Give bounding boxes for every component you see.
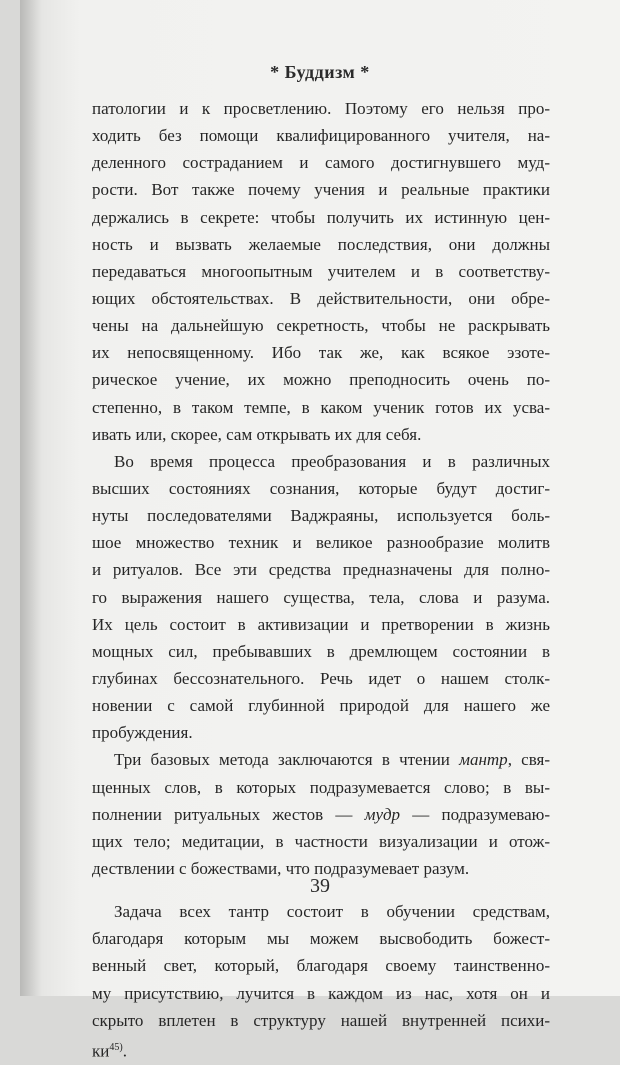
- text-line: Во время процесса преобразования и в различных: [114, 451, 550, 471]
- text-line: их непосвященному. Ибо так же, как всякое эзоте-: [92, 343, 550, 363]
- text-line: благодаря которым мы можем высвободить божест-: [92, 929, 550, 949]
- text-line: патологии и к просветлению. Поэтому его нельзя про-: [92, 99, 550, 118]
- text-line: му присутствию, лучится в каждом из нас, хотя он и: [92, 983, 550, 1003]
- text-line: ходить без помощи квалифицированного учителя, на-: [92, 126, 550, 146]
- text-line: глубинах бессознательного. Речь идет о нашем столк-: [92, 668, 550, 688]
- text-line: мощных сил, пребывавших в дремлющем состоянии в: [92, 641, 550, 661]
- text-line: деленного состраданием и самого достигнувшего муд-: [92, 153, 550, 173]
- text-line: и ритуалов. Все эти средства предназначены для полно-: [92, 560, 550, 580]
- text-line: рости. Вот также почему учения и реальные практики: [92, 180, 550, 200]
- text-line: Их цель состоит в активизации и претворении в жизнь: [92, 614, 550, 634]
- text-span: ки: [92, 1041, 110, 1061]
- body-text: [92, 95, 550, 1061]
- text-line: ность и вызвать желаемые последствия, они должны: [92, 234, 550, 254]
- paragraph-1: [92, 95, 550, 448]
- text-line: ивать или, скорее, сам открывать их для себя.: [92, 424, 422, 444]
- text-line: венный свет, который, благодаря своему таинственно-: [92, 956, 550, 976]
- paragraph-3: [92, 746, 550, 882]
- text-line: ющих обстоятельствах. В действительности, они обре-: [92, 288, 550, 308]
- text-line: Задача всех тантр состоит в обучении средствам,: [114, 902, 550, 922]
- text-line: рическое учение, их можно преподносить очень по-: [92, 370, 550, 390]
- text-line: нуты последователями Ваджраяны, используется боль-: [92, 506, 550, 526]
- footnote-reference: 45): [109, 1041, 123, 1053]
- text-line: щих тело; медитации, в частности визуализации и отож-: [92, 831, 550, 851]
- italic-term-mudra: мудр: [364, 804, 401, 824]
- paragraph-4: [92, 898, 550, 1061]
- text-line: степенно, в таком темпе, в каком ученик готов их усва-: [92, 397, 550, 417]
- text-line: дествлении с божествами, что подразумевает разум.: [92, 858, 470, 878]
- text-line: скрыто вплетен в структуру нашей внутренней психи-: [92, 1010, 550, 1030]
- text-span: , свя-: [507, 750, 550, 770]
- text-line: [92, 746, 550, 773]
- paragraph-2: [92, 448, 550, 747]
- text-line: чены на дальнейшую секретность, чтобы не раскрывать: [92, 316, 550, 336]
- text-line: держались в секрете: чтобы получить их истинную цен-: [92, 207, 550, 227]
- text-span: — подразумеваю-: [400, 804, 550, 824]
- text-line: го выражения нашего существа, тела, слова и разума.: [92, 587, 550, 607]
- text-line: передаваться многоопытным учителем и в соответству-: [92, 261, 550, 281]
- text-span: Три базовых метода заключаются в чтении: [114, 750, 460, 770]
- text-span: .: [122, 1041, 127, 1061]
- text-line: щенных слов, в которых подразумевается слово; в вы-: [92, 777, 550, 797]
- text-line: пробуждения.: [92, 723, 193, 743]
- page-number: 39: [310, 875, 330, 897]
- text-span: полнении ритуальных жестов —: [92, 804, 365, 824]
- book-page: [20, 0, 620, 1061]
- text-line: шое множество техник и великое разнообразие молитв: [92, 533, 550, 553]
- text-line: высших состояниях сознания, которые будут достиг-: [92, 478, 550, 498]
- text-line: новении с самой глубинной природой для нашего же: [92, 696, 550, 716]
- text-line: [92, 801, 550, 828]
- italic-term-mantra: мантр: [459, 750, 508, 770]
- running-header: * Буддизм *: [270, 62, 370, 82]
- text-line: [92, 1034, 550, 1061]
